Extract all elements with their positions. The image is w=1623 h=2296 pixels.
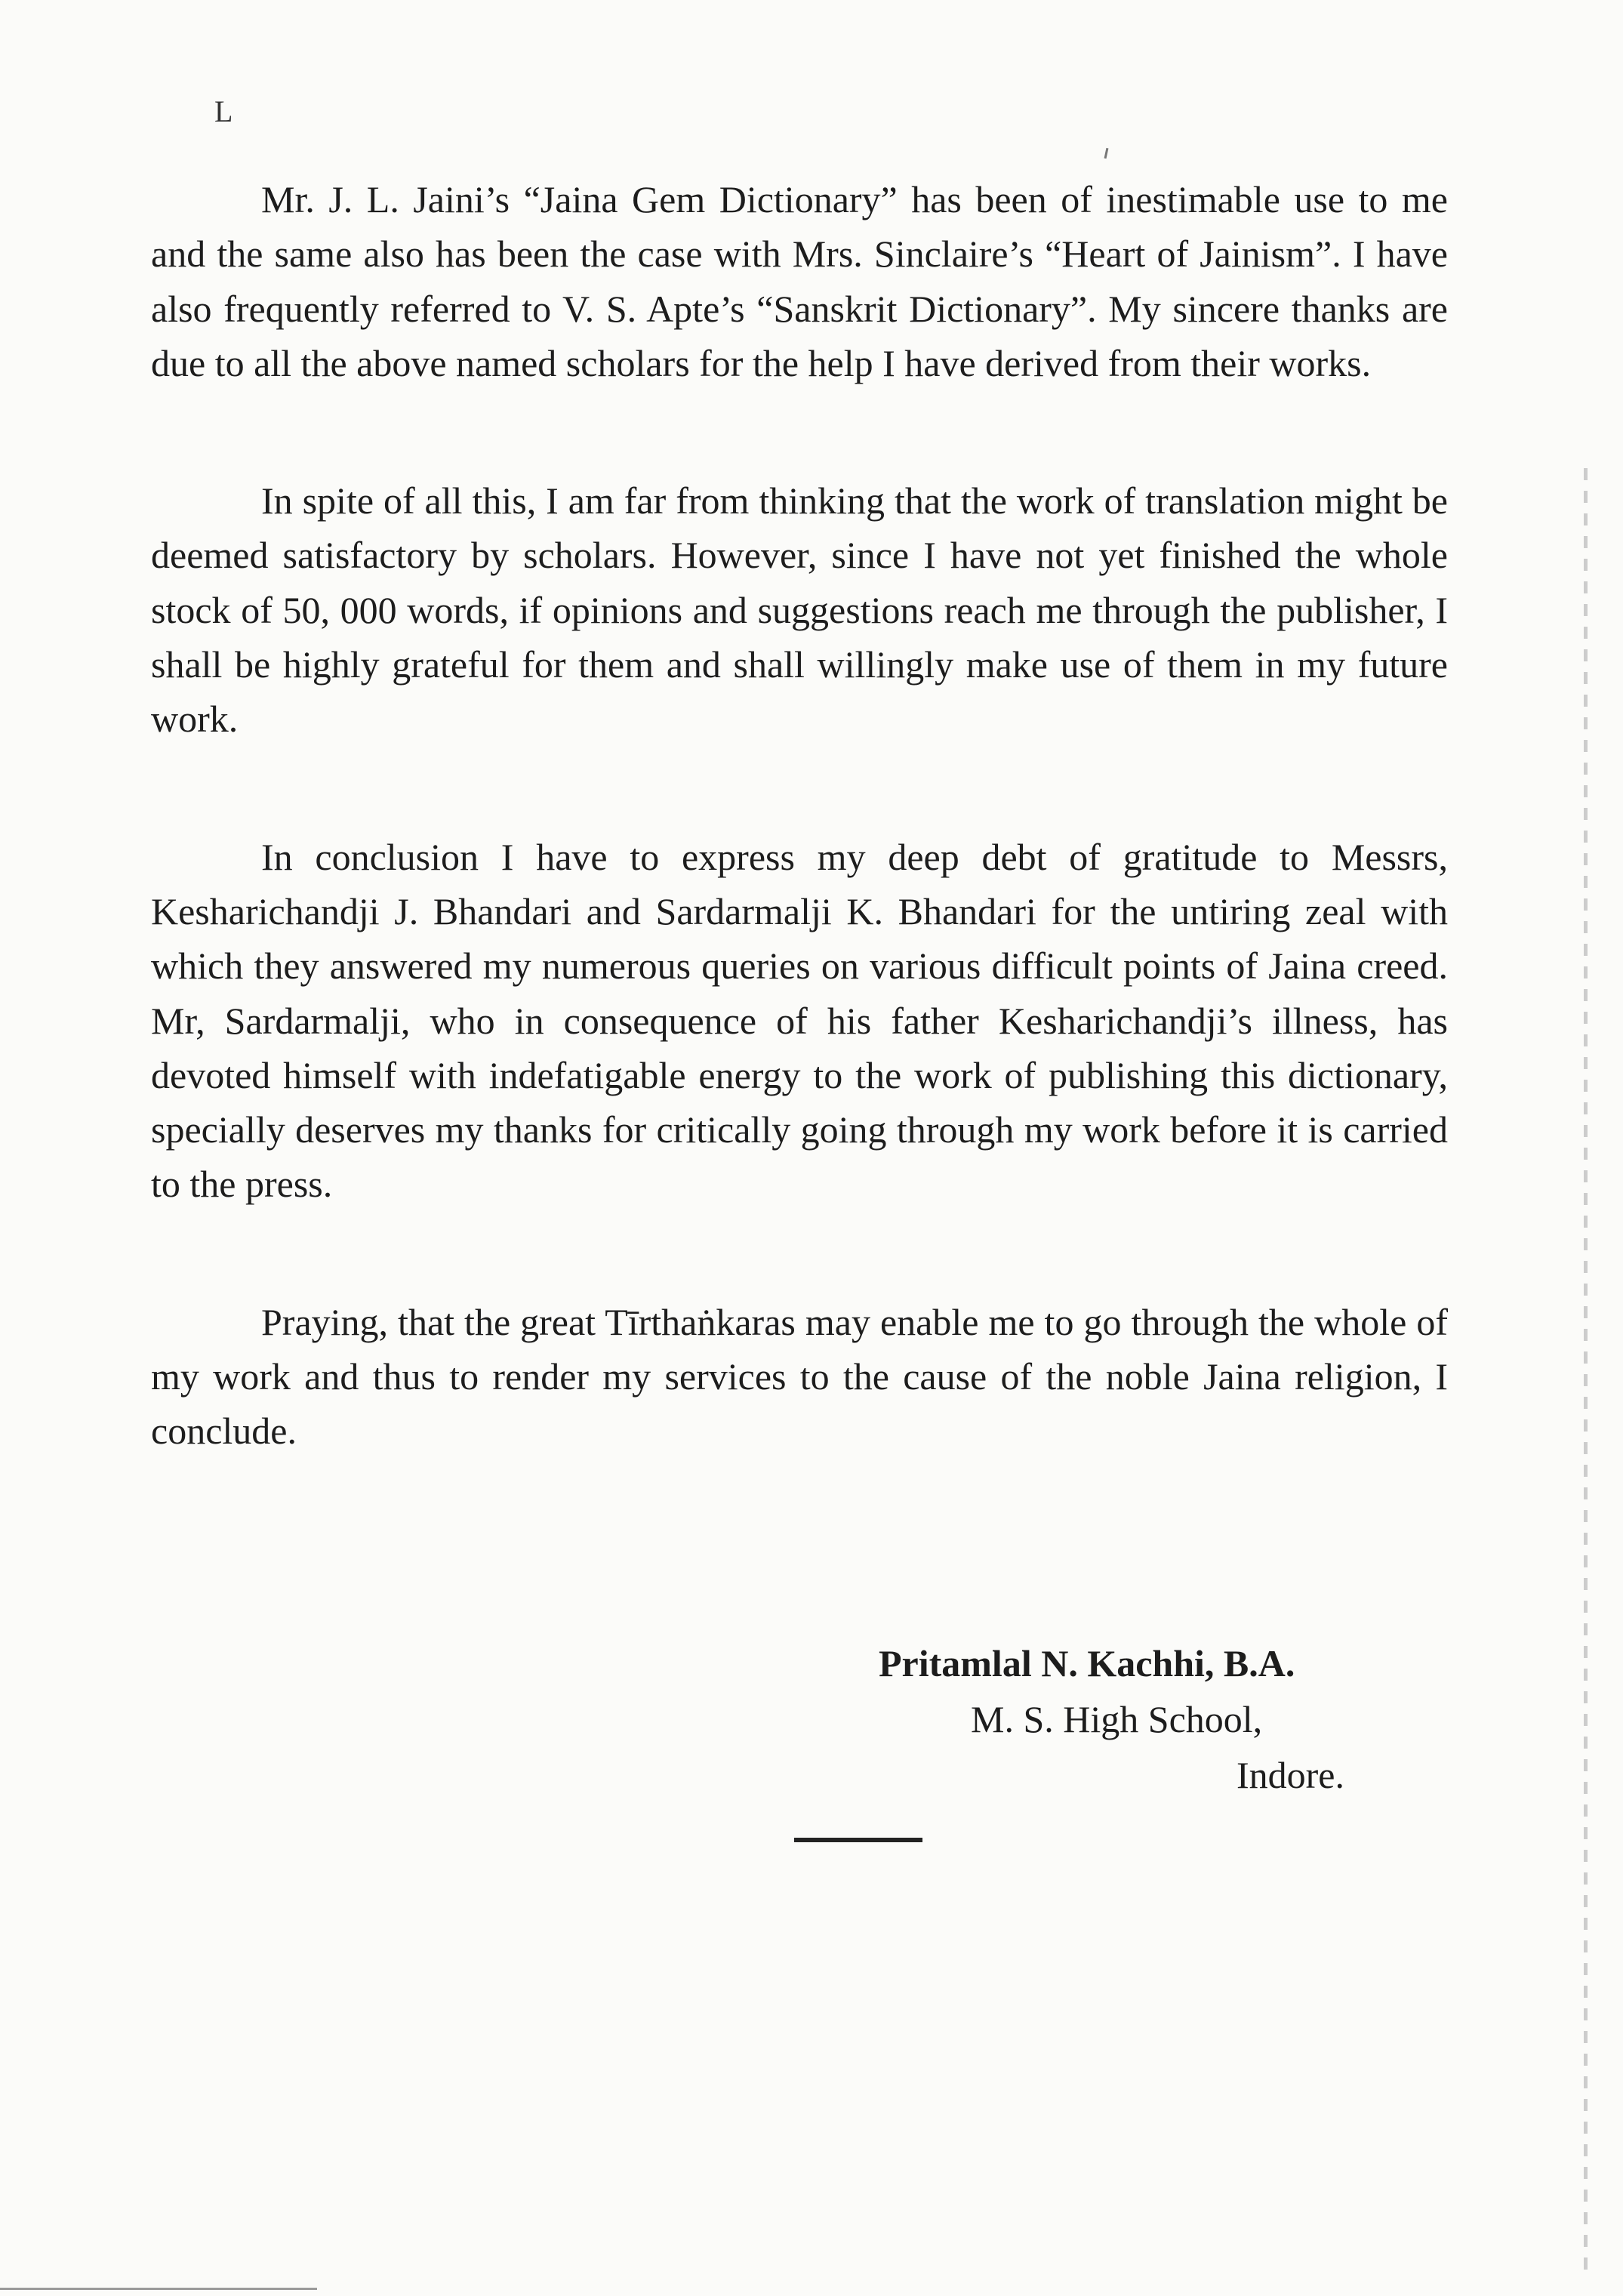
signature-city: Indore. <box>1236 1754 1344 1796</box>
paragraph-conclusion: Praying, that the great Tīrthaṅkaras may enable me to go through the whole of my work and thus to render my services to the cause of the noble Jaina religion, I conclude. <box>151 1300 1448 1453</box>
closing-rule <box>794 1838 922 1842</box>
page-marker: L <box>214 94 233 128</box>
paragraph-acknowledgements: Mr. J. L. Jaini’s “Jaina Gem Dictionary” has been of inestimable use to me and the same also has been the case with Mrs. Sinclaire’s “Heart of Jainism”. I have also frequently referred to V. S. Apte’s “Sanskrit Dictionary”. My sincere thanks are due to all the above named scholars for the help I have derived from their works. <box>151 178 1448 384</box>
signature-block <box>755 1635 1480 1803</box>
paragraph-gratitude: In conclusion I have to express my deep debt of gratitude to Messrs, Kesharichandji J. Bhandari and Sardarmalji K. Bhandari for the untiring zeal with which they answered my numerous queries on various difficult points of Jaina creed. Mr, Sardarmalji, who in consequence of his father Kesharichandji’s illness, has devoted himself with indefatigable energy to the work of publishing this dictionary, specially deserves my thanks for critically going through my work before it is carried to the press. <box>151 835 1448 1206</box>
preface-body <box>151 172 1448 1459</box>
signature-school: M. S. High School, <box>971 1698 1263 1740</box>
stray-ink-mark <box>1104 148 1109 159</box>
paragraph-translation-note: In spite of all this, I am far from thinking that the work of translation might be deemed satisfactory by scholars. However, since I have not yet finished the whole stock of 50, 000 words, if opinions and suggestions reach me through the publisher, I shall be highly grateful for them and shall willingly make use of them in my future work. <box>151 479 1448 741</box>
signature-name: Pritamlal N. Kachhi, B.A. <box>879 1642 1295 1684</box>
scan-edge-bottom <box>0 2288 317 2290</box>
scan-edge-right <box>1584 468 1588 2280</box>
